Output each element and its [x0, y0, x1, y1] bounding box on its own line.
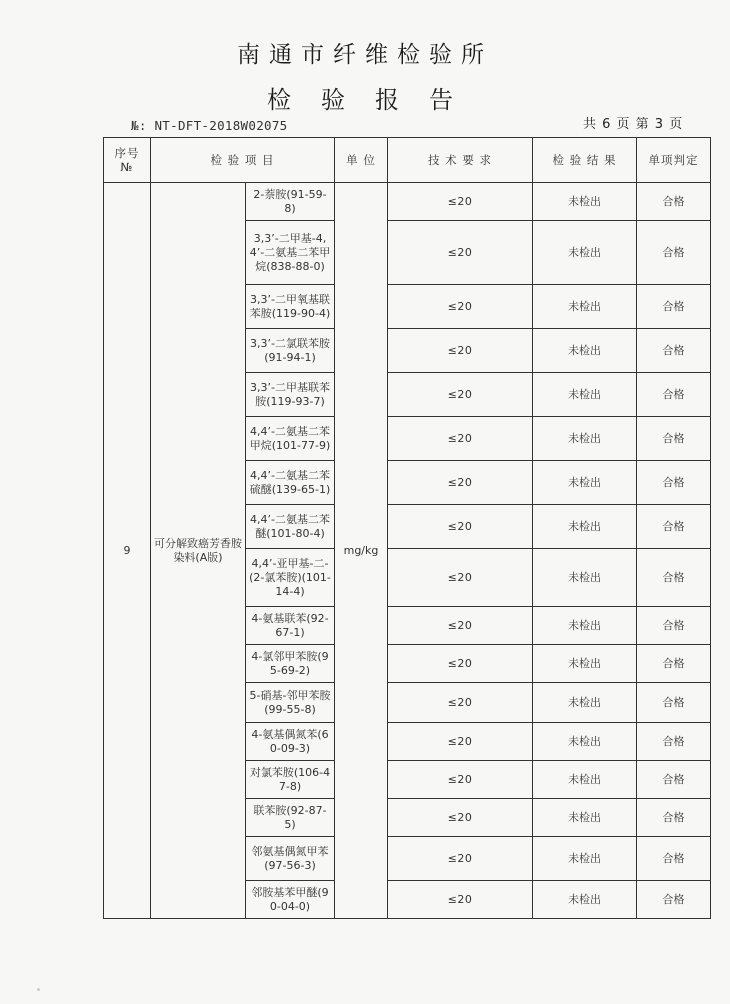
result-cell: 未检出 [533, 799, 637, 837]
judgement-cell: 合格 [637, 505, 711, 549]
test-item-cell: 4,4’-二氨基二苯硫醚(139-65-1) [246, 461, 335, 505]
report-title: 检验报告 [267, 86, 483, 114]
category-cell: 可分解致癌芳香胺染料(A版) [151, 183, 246, 919]
scan-speck [37, 988, 40, 991]
judgement-cell: 合格 [637, 183, 711, 221]
test-item-cell: 对氯苯胺(106-47-8) [246, 761, 335, 799]
judgement-cell: 合格 [637, 645, 711, 683]
result-cell: 未检出 [533, 505, 637, 549]
result-cell: 未检出 [533, 683, 637, 723]
col-header-judgement: 单项判定 [637, 138, 711, 183]
inspection-table [103, 137, 711, 919]
table-header-row [104, 138, 711, 183]
requirement-cell: ≤20 [388, 221, 533, 285]
result-cell: 未检出 [533, 645, 637, 683]
col-header-result: 检 验 结 果 [533, 138, 637, 183]
result-cell: 未检出 [533, 285, 637, 329]
judgement-cell: 合格 [637, 373, 711, 417]
test-item-cell: 4,4’-亚甲基-二-(2-氯苯胺)(101-14-4) [246, 549, 335, 607]
judgement-cell: 合格 [637, 881, 711, 919]
judgement-cell: 合格 [637, 799, 711, 837]
test-item-cell: 邻胺基苯甲醚(90-04-0) [246, 881, 335, 919]
requirement-cell: ≤20 [388, 683, 533, 723]
result-cell: 未检出 [533, 837, 637, 881]
result-cell: 未检出 [533, 221, 637, 285]
table-body [104, 183, 711, 919]
requirement-cell: ≤20 [388, 285, 533, 329]
test-item-cell: 4-氨基偶氮苯(60-09-3) [246, 723, 335, 761]
test-item-cell: 5-硝基-邻甲苯胺(99-55-8) [246, 683, 335, 723]
requirement-cell: ≤20 [388, 645, 533, 683]
test-item-cell: 4-氨基联苯(92-67-1) [246, 607, 335, 645]
col-header-seq: 序号 № [104, 138, 151, 183]
judgement-cell: 合格 [637, 683, 711, 723]
judgement-cell: 合格 [637, 417, 711, 461]
col-header-requirement: 技 术 要 求 [388, 138, 533, 183]
result-cell: 未检出 [533, 549, 637, 607]
judgement-cell: 合格 [637, 837, 711, 881]
requirement-cell: ≤20 [388, 837, 533, 881]
page-indicator: 共 6 页 第 3 页 [583, 117, 684, 132]
judgement-cell: 合格 [637, 723, 711, 761]
result-cell: 未检出 [533, 417, 637, 461]
result-cell: 未检出 [533, 607, 637, 645]
judgement-cell: 合格 [637, 607, 711, 645]
test-item-cell: 3,3’-二甲基联苯胺(119-93-7) [246, 373, 335, 417]
institute-name: 南通市纤维检验所 [237, 42, 493, 68]
judgement-cell: 合格 [637, 761, 711, 799]
test-item-cell: 2-萘胺(91-59-8) [246, 183, 335, 221]
requirement-cell: ≤20 [388, 607, 533, 645]
judgement-cell: 合格 [637, 285, 711, 329]
result-cell: 未检出 [533, 329, 637, 373]
result-cell: 未检出 [533, 761, 637, 799]
result-cell: 未检出 [533, 373, 637, 417]
requirement-cell: ≤20 [388, 373, 533, 417]
test-item-cell: 4,4’-二氨基二苯甲烷(101-77-9) [246, 417, 335, 461]
requirement-cell: ≤20 [388, 183, 533, 221]
requirement-cell: ≤20 [388, 417, 533, 461]
test-item-cell: 4-氯邻甲苯胺(95-69-2) [246, 645, 335, 683]
unit-cell: mg/kg [335, 183, 388, 919]
col-header-unit: 单 位 [335, 138, 388, 183]
table-row [104, 183, 711, 221]
judgement-cell: 合格 [637, 549, 711, 607]
requirement-cell: ≤20 [388, 329, 533, 373]
requirement-cell: ≤20 [388, 881, 533, 919]
requirement-cell: ≤20 [388, 799, 533, 837]
test-item-cell: 3,3’-二甲氧基联苯胺(119-90-4) [246, 285, 335, 329]
sequence-number-cell: 9 [104, 183, 151, 919]
result-cell: 未检出 [533, 461, 637, 505]
test-item-cell: 邻氨基偶氮甲苯(97-56-3) [246, 837, 335, 881]
result-cell: 未检出 [533, 183, 637, 221]
judgement-cell: 合格 [637, 461, 711, 505]
requirement-cell: ≤20 [388, 505, 533, 549]
test-item-cell: 3,3’-二甲基-4,4’-二氨基二苯甲烷(838-88-0) [246, 221, 335, 285]
requirement-cell: ≤20 [388, 549, 533, 607]
test-item-cell: 3,3’-二氯联苯胺(91-94-1) [246, 329, 335, 373]
report-number: №: NT-DFT-2018W02075 [131, 118, 288, 133]
requirement-cell: ≤20 [388, 461, 533, 505]
requirement-cell: ≤20 [388, 723, 533, 761]
judgement-cell: 合格 [637, 221, 711, 285]
test-item-cell: 联苯胺(92-87-5) [246, 799, 335, 837]
result-cell: 未检出 [533, 881, 637, 919]
requirement-cell: ≤20 [388, 761, 533, 799]
judgement-cell: 合格 [637, 329, 711, 373]
test-item-cell: 4,4’-二氨基二苯醚(101-80-4) [246, 505, 335, 549]
result-cell: 未检出 [533, 723, 637, 761]
col-header-item: 检 验 项 目 [151, 138, 335, 183]
